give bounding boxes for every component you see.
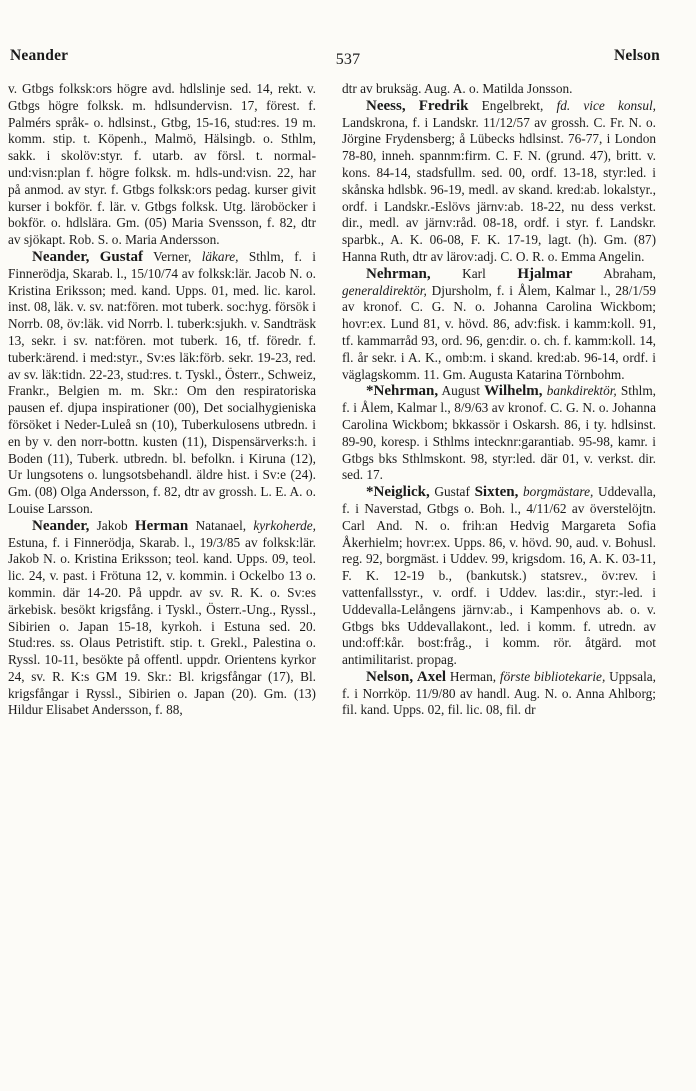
entry-names-2: Abraham, [572,265,657,281]
biography-entry-sixten-neiglick [342,484,656,669]
page-number: 537 [335,51,361,68]
entry-names: Verner, [143,248,202,264]
entry-title: fd. vice konsul, [556,97,656,113]
continuation-text [8,81,316,249]
entry-given-name: Hjalmar [517,265,573,282]
biography-entry-herman-neander [8,518,316,720]
entry-surname: Neander, [32,248,90,265]
left-column [8,81,316,719]
entry-surname: *Nehrman, [366,383,439,400]
entry-title: kyrkoherde, [253,517,316,533]
entry-body: Uppsala, f. i Norrköp. 11/9/80 av handl. Aug. N. o. Anna Ahlborg; fil. kand. Upps. 02, fil. lic. 08, fil. dr [342,668,656,718]
entry-title: borgmästare, [523,484,594,500]
continuation-text [342,81,656,98]
entry-given-name: Herman [134,517,189,534]
biography-entry-gustaf-neander [8,249,316,518]
entry-given-name: Axel [416,668,447,685]
entry-body: Uddevalla, f. i Naverstad, Gtbgs o. Boh. l., 4/11/62 av överstelöjtn. Carl And. N. o. frih:an Hedvig Margareta Sofia Åkerhielm; hovr:ex. Upps. 86, v. hövd. 90, aud. v. Bohusl. reg. 92, borgmäst. i Uddev. 99, krigsdom. 16, A. K. 03-11, F. K. 12-19 b., (bankutsk.) statsrev., öv:rev. i vattenfallsstyr., v. ordf. i Uddev. las:dir., styr:-led. i Uddevalla-Lelångens järnv:ab., i Kampenhovs ab. o. v. Gtbgs bks Uddevallakont., led. i komm. f. utredn. av und:off:kår. bost:fråg., i komm. rör. åtgärd. mot antimilitarist. propag. [342,484,656,668]
entry-names: Karl [430,265,518,281]
entry-surname: Neander, [32,517,90,534]
entry-names-2: Natanael, [188,517,254,533]
entry-given-name: Fredrik [418,97,469,114]
entry-body: Landskrona, f. i Landskr. 11/12/57 av grossh. C. Fr. N. o. Jörgine Frydensberg; å Lübecks hdlsinst. 76-77, i London 78-80, inneh. spannm:firm. C. F. N. (grund. 47), britt. v. kons. 84-14, stadsfullm. sed. 00, ordf. 13-18, styr:led. i skånska hdlsbk. 96-19, medl. av skand. kred:ab. lokalstyr., ordf. i Landskr.-Eslövs järnv:ab. 18-22, nu dess verkst. dir., medl. av järnv:råd. 08-18, ordf. i styr. f. Landskr. sparbk., A. K. 06-08, F. K. 17-19, lagt. (h). Gm. (87) Hanna Ruth, dtr av lärov:adj. C. O. R. o. Emma Angelin. [342,114,656,264]
biography-entry-hjalmar-nehrman [342,266,656,384]
entry-body: Sthlm, f. i Finnerödja, Skarab. l., 15/10/74 av folksk:lär. Jacob N. o. Kristina Eriksson; med. kand. Upps. 01, med. lic. karol. inst. 08, läk. v. sv. nat:fören. mot tuberk. soc:hyg. försök i Norrb. 08, öv:läk. vid Norrb. l. tuberk:sjukh. v. Sandträsk 13, sekr. i sv. nat:fören. mot tuberk. 16, tf. föredr. f. tuberk:ärend. i med:styr., Sv:es läk:förb. sekr. 19-23, red. av sv. läk:tidn. 22-23, stud:res. t. Tyskl., Österr., Schweiz, Frankr., Belgien m. m. Skr.: Om den respiratoriska pausen ef. djupa inspirationer (00), Det socialhygieniska försöket i Neder-Luleå sn (10), Tuberkulosens utbredn. i en by v. den norr-bottn. kusten (11), Dispensärverks:h. i Boden (11), Tuberk. utbredn. bl. befolkn. i Kiruna (12), Ur lungsotens o. lungsotsbehandl. äldre hist. i Sv:e (24). Gm. (08) Olga Andersson, f. 82, dtr av grossh. L. E. A. o. Louise Larsson. [8,248,317,516]
entry-body: Djursholm, f. i Ålem, Kalmar l., 28/1/59 av kronof. C. G. N. o. Johanna Carolina Wickbom; hovr:ex. Lund 81, v. hövd. 86, adv:fisk. i kamm:koll. 91, tf. kammarråd 93, ord. 96, gen:dir. o. ch. f. kamm:koll. 14, fl. år sekr. i A. K., omb:m. i skand. kred:ab. 96-14, ordf. i väglagskomm. 11. Gm. Augusta Katarina Törnbohm. [342,282,656,382]
entry-body: Sthlm, f. i Ålem, Kalmar l., 8/9/63 av kronof. C. G. N. o. Johanna Carolina Wickbom; bkkassör i Oskarsh. 86, i ty. hdlsinst. 89-90, koresp. i Sthlms intecknr:garantiab. 95-98, kamr. i Gtbgs bks Sthlmskont. 98, styr:led. där 01, v. verkst. dir. sed. 17. [342,383,656,483]
entry-title: generaldirektör, [342,282,427,298]
entry-body: v. Gtbgs folksk:ors högre avd. hdlslinje sed. 14, rekt. v. Gtbgs högre folksk. m. hdlsundervisn. 17, förest. f. Palmérs språk- o. hdlsinst., Gtbg, 15-16, stud:res. 19 m. komm. stip. t. Köpenh., Malmö, Hälsingb. o. Sthlm, sakk. i skolöv:styr. f. utarb. av försl. t. normal-und:visn:plan f. högre folksk. m. hdls-und:visn. 22, har på anmod. av styr. f. Gtbgs folksk:ors pedag. kurser givit kurser i bokför. f. lär. v. Gtbgs folksk. Utg. läroböcker i bokför. o. hdlslära. Gm. (05) Maria Svensson, f. 82, dtr av sjökapt. Rob. S. o. Maria Andersson. [8,81,316,248]
entry-given-name: Sixten, [474,484,519,501]
right-column [342,81,656,719]
entry-body: dtr av bruksäg. Aug. A. o. Matilda Jonsson. [342,81,573,96]
entry-title: läkare, [201,248,239,264]
entry-surname: *Neiglick, [366,484,430,501]
entry-names: Herman, [446,668,500,684]
entry-given-name: Wilhelm, [484,383,543,400]
entry-title: förste bibliotekarie, [499,668,606,684]
biography-entry-axel-nelson [342,669,656,719]
entry-names: August [438,383,485,399]
running-head-right: Nelson [614,47,660,64]
entry-names: Engelbrekt, [468,97,557,113]
entry-names: Jakob [89,517,135,533]
entry-title: bankdirektör, [546,383,617,399]
entry-body: Estuna, f. i Finnerödja, Skarab. l., 19/3/85 av folksk:lär. Jakob N. o. Kristina Eriksson; teol. kand. Upps. 09, teol. lic. 24, v. past. i Frötuna 12, v. kommin. i Ockelbo 13 o. kommin. där 14-20. På uppdr. av sv. R. K. o. Sv:es ärkebisk. besökt krigsfång. i Tyskl., Österr.-Ung., Ryssl., Sibirien o. Japan 15-18, kyrkoh. i Estuna sed. 20. Stud:res. ss. Olaus Petristift. stip. t. Grekl., Palestina o. Ryssl. 10-11, besökte på offentl. uppdr. Orientens kyrkor 24, sv. R. K:s GM 19. Skr.: Bl. krigsfångar (17), Bl. krigsfångar i Ryssl., Sibirien o. Japan (20). Gm. (13) Hildur Elisabet Andersson, f. 88, [8,534,316,718]
running-head-left: Neander [10,47,69,64]
entry-given-name: Gustaf [99,248,144,265]
biography-entry-wilhelm-nehrman [342,383,656,484]
entry-surname: Nehrman, [366,265,431,282]
entry-surname: Nelson, [366,668,414,685]
entry-surname: Neess, [366,97,406,114]
entry-names: Gustaf [429,484,475,500]
biography-entry-fredrik-neess [342,98,656,266]
